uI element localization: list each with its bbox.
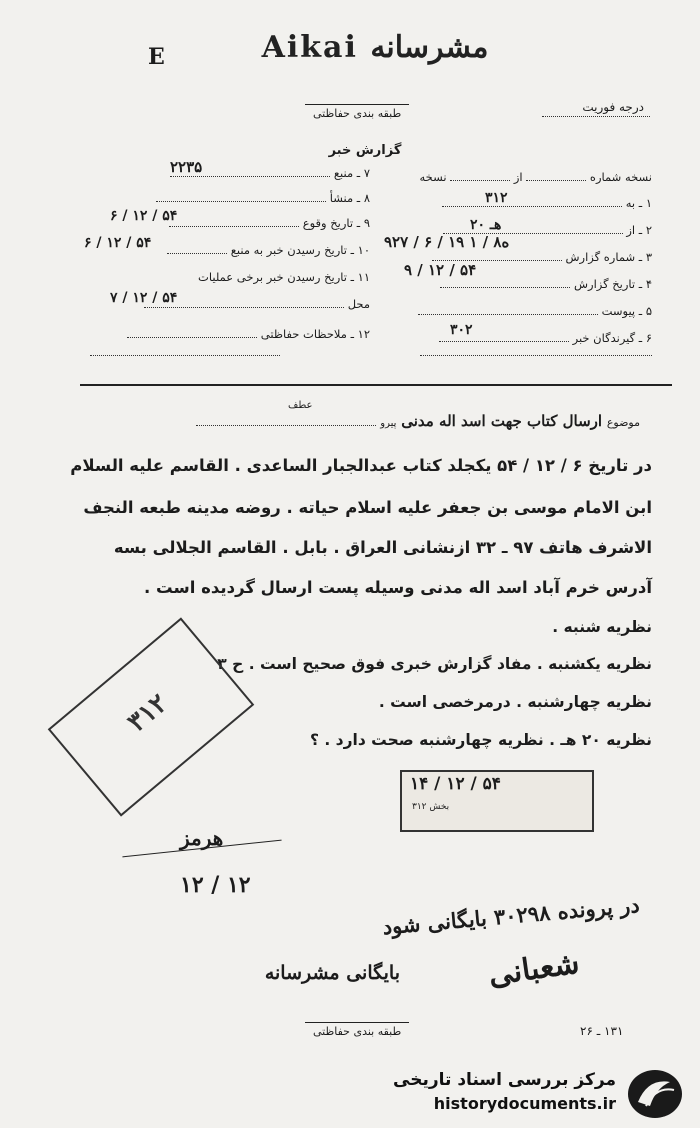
subject-note-bottom: پیرو bbox=[380, 418, 397, 429]
field-origin bbox=[110, 191, 370, 205]
watermark bbox=[262, 1066, 692, 1122]
field-label: ۱ ـ به bbox=[625, 196, 652, 210]
field-label: ۲ ـ از bbox=[626, 223, 652, 237]
handwritten-signature: شعبانی bbox=[486, 945, 582, 993]
body-line-3: الاشرف هاتف ۹۷ ـ ۳۲ ازنشانی العراق . بابل . القاسم الجلالی بسه bbox=[113, 538, 652, 557]
section-divider bbox=[80, 384, 672, 386]
stamp-date: ۱۴ / ۱۲ / ۵۴ bbox=[410, 774, 501, 794]
date-stamp bbox=[400, 770, 594, 832]
field-received-date-value: ۶ / ۱۲ / ۵۴ bbox=[84, 235, 152, 251]
field-label: ۱۰ ـ تاریخ رسیدن خبر به منبع bbox=[230, 243, 370, 257]
subject-line bbox=[60, 412, 640, 430]
body-line-4: آدرس خرم آباد اسد اله مدنی وسیله پست ارسال گردیده است . bbox=[144, 578, 652, 597]
field-label: ۸ ـ منشأ bbox=[329, 191, 370, 205]
field-copy-number bbox=[412, 170, 652, 184]
opinion-wednesday: نظریه چهارشنبه . درمرخصی است . bbox=[378, 693, 652, 711]
field-report-number-value: ۹۲۷ / ۶ / ۱۹ ۱ / ۸ه bbox=[384, 233, 510, 251]
handwritten-date: ۱۲ / ۱۲ bbox=[180, 872, 251, 898]
subject-note-top: عطف bbox=[288, 400, 313, 411]
field-label: محل bbox=[347, 297, 370, 311]
field-report-date bbox=[412, 277, 652, 291]
body-line-2: ابن الامام موسی بن جعفر علیه اسلام حیاته . روضه مدینه طبعه النجف bbox=[83, 498, 652, 517]
field-recipients-value: ۳۰۲ bbox=[450, 322, 473, 338]
field-to bbox=[412, 196, 652, 210]
urgency-label: درجه فوریت bbox=[542, 100, 650, 117]
opinion-sunday: نظریه یکشنبه . مفاد گزارش خبری فوق صحیح است . ح ۳ bbox=[217, 655, 652, 673]
field-source-value: ۲۲۳۵ bbox=[170, 158, 203, 176]
field-to-value: ۳۱۲ bbox=[485, 190, 508, 206]
field-label: ۱۱ ـ تاریخ رسیدن خبر برخی عملیات bbox=[198, 270, 370, 284]
field-recipients bbox=[412, 331, 652, 345]
opinion-saturday: نظریه شنبه . bbox=[552, 618, 652, 636]
field-operations-date bbox=[100, 270, 370, 284]
handwritten-initials: هرمز bbox=[180, 826, 224, 850]
field-source bbox=[110, 166, 370, 180]
report-title: گزارش خبر bbox=[328, 143, 402, 158]
field-label: ۵ ـ پیوست bbox=[601, 304, 652, 318]
book-logo-icon bbox=[626, 1068, 684, 1120]
field-label: ۱۲ ـ ملاحظات حفاظتی bbox=[260, 327, 370, 341]
subject-label: موضوع bbox=[606, 416, 640, 429]
watermark-url: historydocuments.ir bbox=[433, 1094, 616, 1113]
field-label: نسخه شماره bbox=[589, 170, 652, 184]
classification-top: طبقه بندی حفاظتی bbox=[305, 104, 409, 122]
blank-line bbox=[90, 355, 280, 356]
subject-text: ارسال کتاب جهت اسد اله مدنی bbox=[401, 412, 603, 430]
classification-bottom: طبقه بندی حفاظتی bbox=[305, 1022, 409, 1040]
watermark-name: مرکز بررسی اسناد تاریخی bbox=[393, 1070, 616, 1090]
handwritten-mark: E bbox=[148, 44, 165, 70]
field-label: ۳ ـ شماره گزارش bbox=[565, 250, 652, 264]
rotated-stamp: ۳۱۲ bbox=[48, 617, 255, 816]
body-line-1: در تاریخ ۶ / ۱۲ / ۵۴ یکجلد کتاب عبدالجبار الساعدی . القاسم علیه السلام bbox=[70, 456, 652, 475]
blank-line bbox=[420, 355, 652, 356]
opinion-20h: نظریه ۲۰ هـ . نظریه چهارشنبه صحت دارد . ؟ bbox=[309, 731, 652, 749]
field-occurrence-date-value: ۶ / ۱۲ / ۵۴ bbox=[110, 208, 178, 224]
field-security-notes bbox=[100, 327, 370, 341]
field-label: ۷ ـ منبع bbox=[333, 166, 370, 180]
field-from-value: ۲۰ هـ bbox=[470, 217, 502, 233]
footer-code: ۱۳۱ ـ ۲۶ bbox=[580, 1024, 624, 1038]
handwritten-file-note: در پرونده ۳۰۲۹۸ بایگانی شود bbox=[381, 891, 641, 940]
field-label: از bbox=[513, 170, 523, 184]
field-place-value: ۷ / ۱۲ / ۵۴ bbox=[110, 290, 178, 306]
field-label: ۴ ـ تاریخ گزارش bbox=[573, 277, 652, 291]
field-attachment bbox=[412, 304, 652, 318]
field-report-date-value: ۹ / ۱۲ / ۵۴ bbox=[404, 261, 477, 279]
handwritten-header: Aikai مشرسانه bbox=[261, 30, 489, 65]
field-label: نسخه bbox=[419, 170, 447, 184]
handwritten-bottom-line: بایگانی مشرسانه bbox=[264, 962, 400, 984]
field-label: ۹ ـ تاریخ وقوع bbox=[302, 216, 370, 230]
field-label: ۶ ـ گیرندگان خبر bbox=[572, 331, 652, 345]
stamp-small-text: بخش ۳۱۲ bbox=[412, 802, 450, 812]
